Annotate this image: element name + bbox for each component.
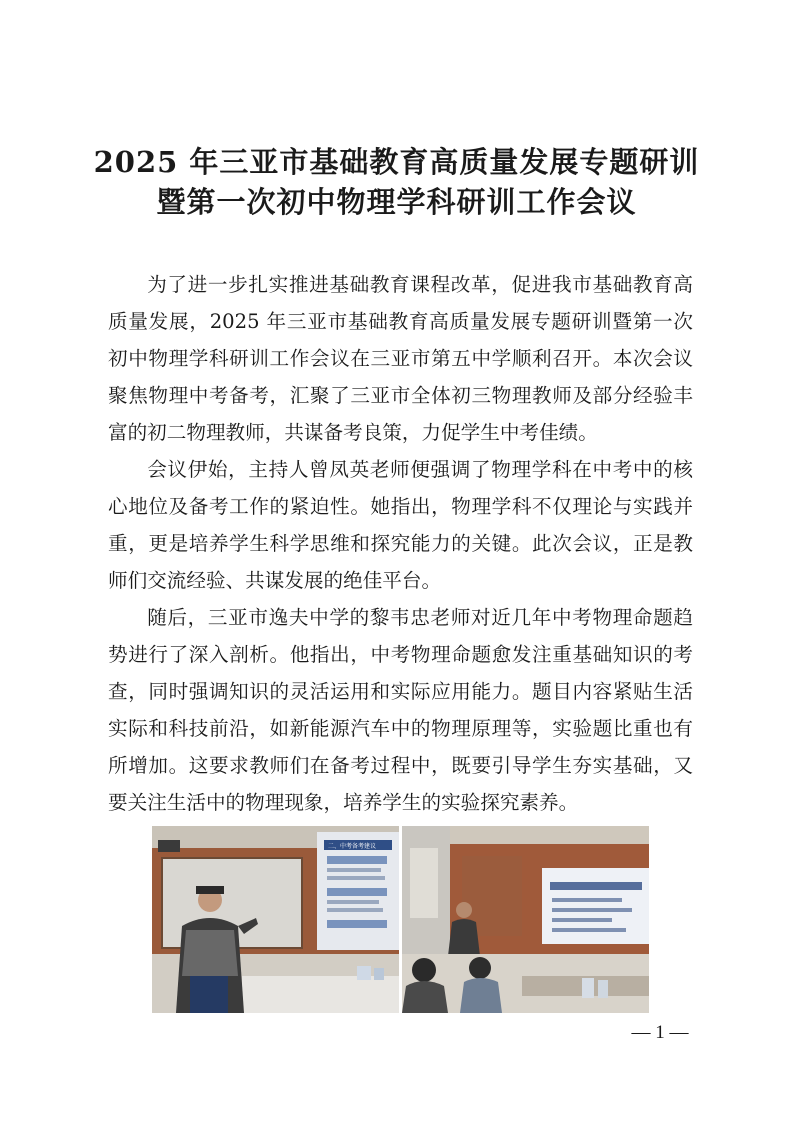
paragraph-3: 随后，三亚市逸夫中学的黎韦忠老师对近几年中考物理命题趋势进行了深入剖析。他指出，中考物理命题愈发注重基础知识的考查，同时强调知识的灵活运用和实际应用能力。题目内容紧贴生活实际和科技前沿，如新能源汽车中的物理原理等，实验题比重也有所增加。这要求教师们在备考过程中，既要引导学生夯实基础，又要关注生活中的物理现象，培养学生的实验探究素养。 bbox=[108, 606, 693, 814]
paragraph-1: 为了进一步扎实推进基础教育课程改革，促进我市基础教育高质量发展，2025 年三亚市基础教育高质量发展专题研训暨第一次初中物理学科研训工作会议在三亚市第五中学顺利召开。本次会议聚焦物理中考备考，汇聚了三亚市全体初三物理教师及部分经验丰富的初二物理教师，共谋备考良策，力促学生中考佳绩。 bbox=[108, 273, 693, 444]
photo-meeting-audience bbox=[402, 826, 649, 1013]
photo-speaker-image bbox=[152, 826, 399, 1013]
photo-audience-image bbox=[402, 826, 649, 1013]
slide-heading: 二、中考备考建议 bbox=[328, 843, 377, 850]
page-number: — 1 — bbox=[631, 1022, 689, 1043]
document-title-line-2: 暨第一次初中物理学科研训工作会议 bbox=[156, 185, 637, 219]
paragraph-2: 会议伊始，主持人曾凤英老师便强调了物理学科在中考中的核心地位及备考工作的紧迫性。她指出，物理学科不仅理论与实践并重，更是培养学生科学思维和探究能力的关键。此次会议，正是教师们交流经验、共谋发展的绝佳平台。 bbox=[108, 458, 693, 592]
document-body bbox=[108, 266, 693, 821]
document-title-line-1: 2025 年三亚市基础教育高质量发展专题研训 bbox=[93, 145, 700, 179]
photo-speaker-presenting bbox=[152, 826, 399, 1013]
